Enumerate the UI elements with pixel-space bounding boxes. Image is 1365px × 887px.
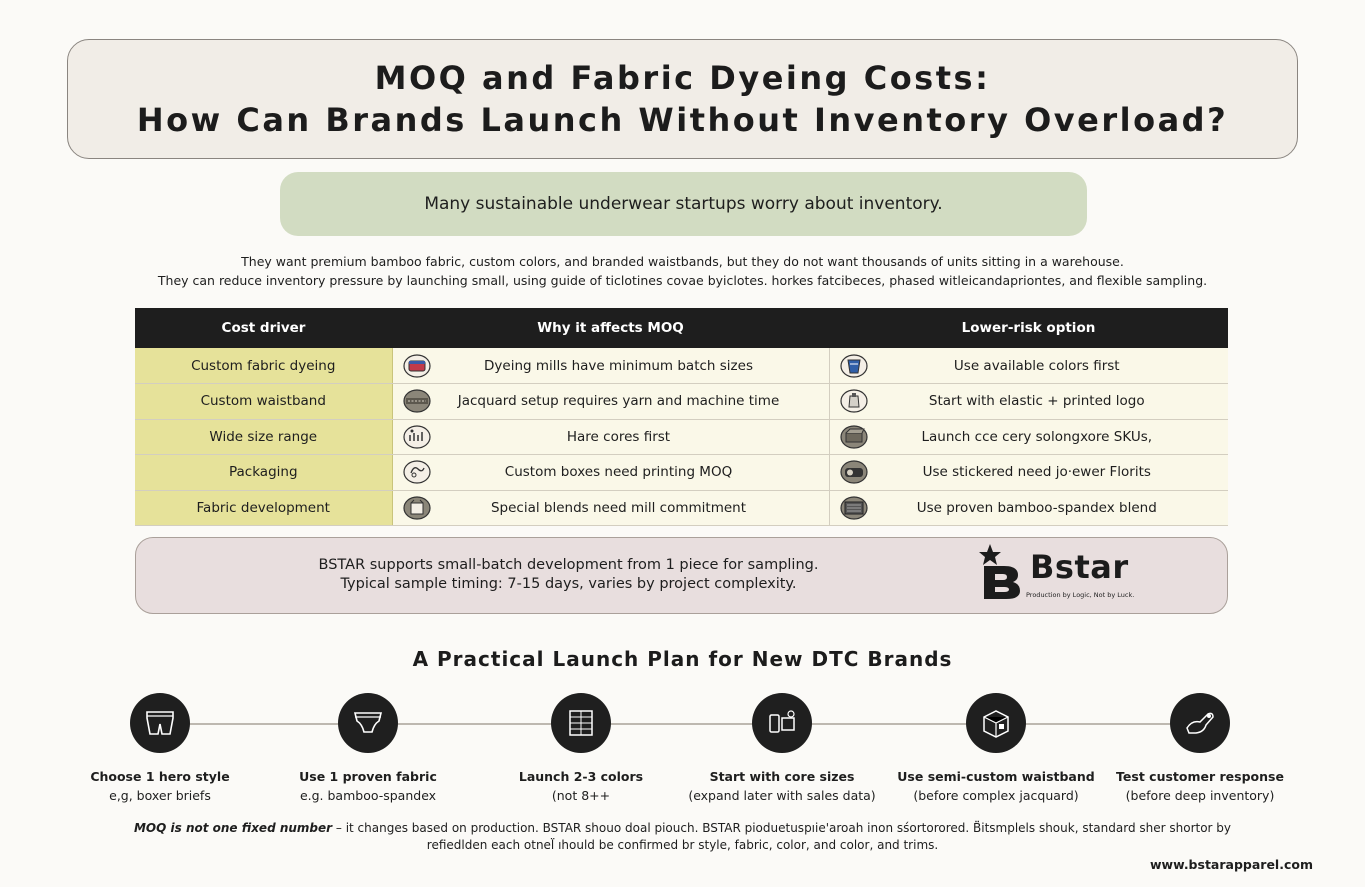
step-subtitle: (before complex jacquard)	[913, 788, 1079, 803]
option-cell: Use stickered need jo·ewer Florits	[922, 464, 1151, 481]
intro-line-2: They can reduce inventory pressure by launching small, using guide of ticlotines covae byiclotes. horkes fatcibeces, phased witleicandapriontes, and flexible sampling.	[157, 273, 1208, 288]
brief-icon	[338, 693, 398, 753]
bstar-line-2: Typical sample timing: 7-15 days, varies by project complexity.	[340, 576, 797, 592]
bstar-logo	[978, 542, 1178, 606]
cost-driver-cell: Wide size range	[135, 419, 392, 455]
cost-driver-cell: Custom waistband	[135, 384, 392, 420]
plan-title: A Practical Launch Plan for New DTC Brands	[412, 647, 953, 671]
moq-note-line-1	[0, 821, 1365, 835]
option-cell: Use proven bamboo-spandex blend	[916, 499, 1157, 516]
moq-note-rest: – it changes based on production. BSTAR shouo doal piouch. BSTAR pioduetuspıie'aroah inon sśortorored. B̈̈itsmplels shouk, standard sher shortor by	[332, 821, 1232, 835]
sku-stack-icon	[838, 423, 870, 451]
title-line-1: MOQ and Fabric Dyeing Costs:	[374, 59, 991, 97]
fabric-roll-icon	[401, 494, 433, 522]
cost-driver-table	[135, 308, 1228, 526]
table-row	[135, 490, 1228, 526]
step-title: Start with core sizes	[709, 769, 855, 784]
table-row	[135, 348, 1228, 384]
step-title: Use 1 proven fabric	[299, 769, 437, 784]
plan-step	[481, 693, 681, 803]
plan-step	[60, 693, 260, 803]
header-why-affects-moq: Why it affects MOQ	[392, 308, 829, 348]
why-cell: Jacquard setup requires yarn and machine time	[457, 393, 780, 410]
sticker-roll-icon	[838, 458, 870, 486]
logo-tagline: Production by Logic, Not by Luck.	[1026, 591, 1135, 599]
boxer-briefs-icon	[130, 693, 190, 753]
website-url[interactable]: www.bstarapparel.com	[1149, 857, 1313, 872]
step-subtitle: e.g. bamboo-spandex	[299, 788, 437, 803]
step-subtitle: (expand later with sales data)	[688, 788, 876, 803]
plan-step	[896, 693, 1096, 803]
step-title: Choose 1 hero style	[90, 769, 230, 784]
customer-feedback-icon	[1170, 693, 1230, 753]
moq-note-line-2: refiedlden each otnel̈ ıhould be confirmed br style, fabric, color, and color, and trims.	[426, 838, 939, 852]
waistband-icon	[401, 387, 433, 415]
plan-step	[268, 693, 468, 803]
title-banner	[67, 39, 1298, 159]
fabric-swatch-icon	[838, 494, 870, 522]
printer-icon	[401, 458, 433, 486]
header-cost-driver: Cost driver	[135, 308, 392, 348]
dye-bucket-icon	[838, 352, 870, 380]
step-title: Use semi-custom waistband	[897, 769, 1095, 784]
cost-driver-cell: Packaging	[135, 455, 392, 491]
table-header-row	[135, 308, 1228, 348]
dye-tub-icon	[401, 352, 433, 380]
table-row	[135, 419, 1228, 455]
subtitle-banner: Many sustainable underwear startups worry about inventory.	[280, 172, 1087, 236]
intro-line-1: They want premium bamboo fabric, custom colors, and branded waistbands, but they do not want thousands of units sitting in a warehouse.	[241, 254, 1124, 269]
size-chart-icon	[401, 423, 433, 451]
why-cell: Hare cores first	[566, 428, 671, 445]
star-b-logo-icon	[978, 542, 1026, 600]
step-subtitle: (not 8++	[551, 788, 611, 803]
header-lower-risk-option: Lower-risk option	[829, 308, 1228, 348]
step-subtitle: (before deep inventory)	[1125, 788, 1275, 803]
option-cell: Start with elastic + printed logo	[928, 393, 1145, 410]
table-row	[135, 384, 1228, 420]
color-swatch-icon	[551, 693, 611, 753]
why-cell: Dyeing mills have minimum batch sizes	[484, 357, 753, 374]
moq-note-lead: MOQ is not one fixed number	[133, 821, 333, 835]
plan-step	[682, 693, 882, 803]
logo-wordmark: Bstar	[1030, 548, 1129, 586]
cost-driver-cell: Fabric development	[135, 490, 392, 526]
option-cell: Launch cce cery solongxore SKUs,	[921, 428, 1153, 445]
step-title: Launch 2-3 colors	[518, 769, 644, 784]
step-title: Test customer response	[1116, 769, 1284, 784]
bstar-line-1: BSTAR supports small-batch development from 1 piece for sampling.	[318, 557, 819, 573]
why-cell: Special blends need mill commitment	[490, 499, 747, 516]
title-line-2: How Can Brands Launch Without Inventory Overload?	[136, 101, 1229, 139]
elastic-logo-icon	[838, 387, 870, 415]
bstar-info-box	[135, 537, 1228, 614]
table-row	[135, 455, 1228, 491]
package-box-icon	[966, 693, 1026, 753]
why-cell: Custom boxes need printing MOQ	[504, 464, 733, 481]
option-cell: Use available colors first	[953, 357, 1120, 374]
size-tag-icon	[752, 693, 812, 753]
step-subtitle: e,g, boxer briefs	[109, 788, 211, 803]
cost-driver-cell: Custom fabric dyeing	[135, 348, 392, 384]
plan-step	[1100, 693, 1300, 803]
